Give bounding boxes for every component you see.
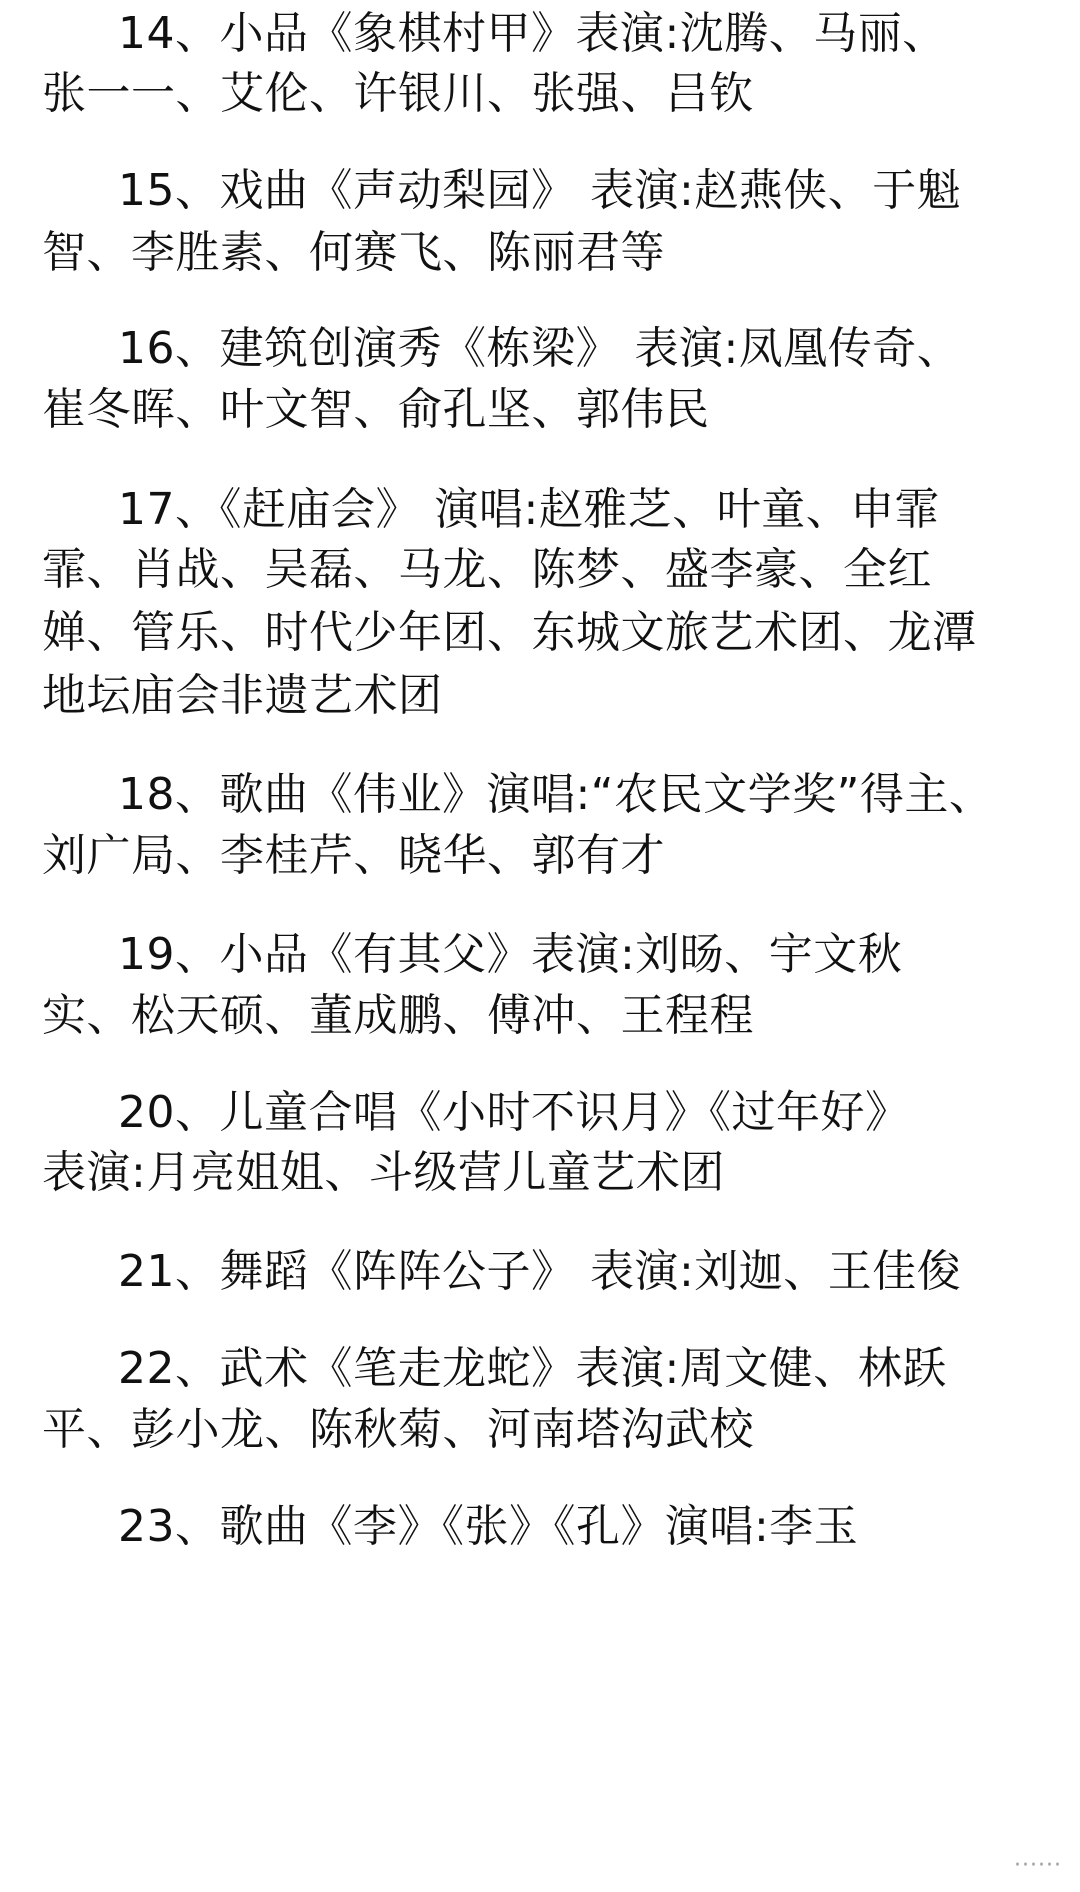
- entry-18-line-2: 刘广局、李桂芹、晓华、郭有才: [42, 830, 665, 881]
- entry-14-line-2: 张一一、艾伦、许银川、张强、吕钦: [42, 68, 754, 119]
- watermark: ······: [1014, 1853, 1062, 1878]
- entry-22-line-1: 22、武术《笔走龙蛇》表演:周文健、林跃: [118, 1343, 947, 1394]
- entry-19-line-2: 实、松天硕、董成鹏、傅冲、王程程: [42, 990, 754, 1041]
- entry-21-line-1: 21、舞蹈《阵阵公子》 表演:刘迦、王佳俊: [118, 1246, 962, 1297]
- entry-17-line-4: 地坛庙会非遗艺术团: [42, 670, 443, 721]
- entry-20-line-2: 表演:月亮姐姐、斗级营儿童艺术团: [42, 1147, 725, 1198]
- entry-16-line-1: 16、建筑创演秀《栋梁》 表演:凤凰传奇、: [118, 323, 962, 374]
- entry-17-line-3: 婵、管乐、时代少年团、东城文旅艺术团、龙潭: [42, 607, 977, 658]
- entry-22-line-2: 平、彭小龙、陈秋菊、河南塔沟武校: [42, 1404, 754, 1455]
- entry-17-line-2: 霏、肖战、吴磊、马龙、陈梦、盛李豪、全红: [42, 544, 932, 595]
- entry-17-line-1: 17、《赶庙会》 演唱:赵雅芝、叶童、申霏: [118, 484, 940, 535]
- entry-18-line-1: 18、歌曲《伟业》演唱:“农民文学奖”得主、: [118, 769, 994, 820]
- entry-23-line-1: 23、歌曲《李》《张》《孔》演唱:李玉: [118, 1501, 859, 1552]
- entry-20-line-1: 20、儿童合唱《小时不识月》《过年好》: [118, 1087, 910, 1138]
- entry-15-line-1: 15、戏曲《声动梨园》 表演:赵燕侠、于魁: [118, 165, 962, 216]
- entry-15-line-2: 智、李胜素、何赛飞、陈丽君等: [42, 227, 665, 278]
- entry-14-line-1: 14、小品《象棋村甲》表演:沈腾、马丽、: [118, 8, 947, 59]
- entry-16-line-2: 崔冬晖、叶文智、俞孔坚、郭伟民: [42, 384, 710, 435]
- entry-19-line-1: 19、小品《有其父》表演:刘旸、宇文秋: [118, 929, 903, 980]
